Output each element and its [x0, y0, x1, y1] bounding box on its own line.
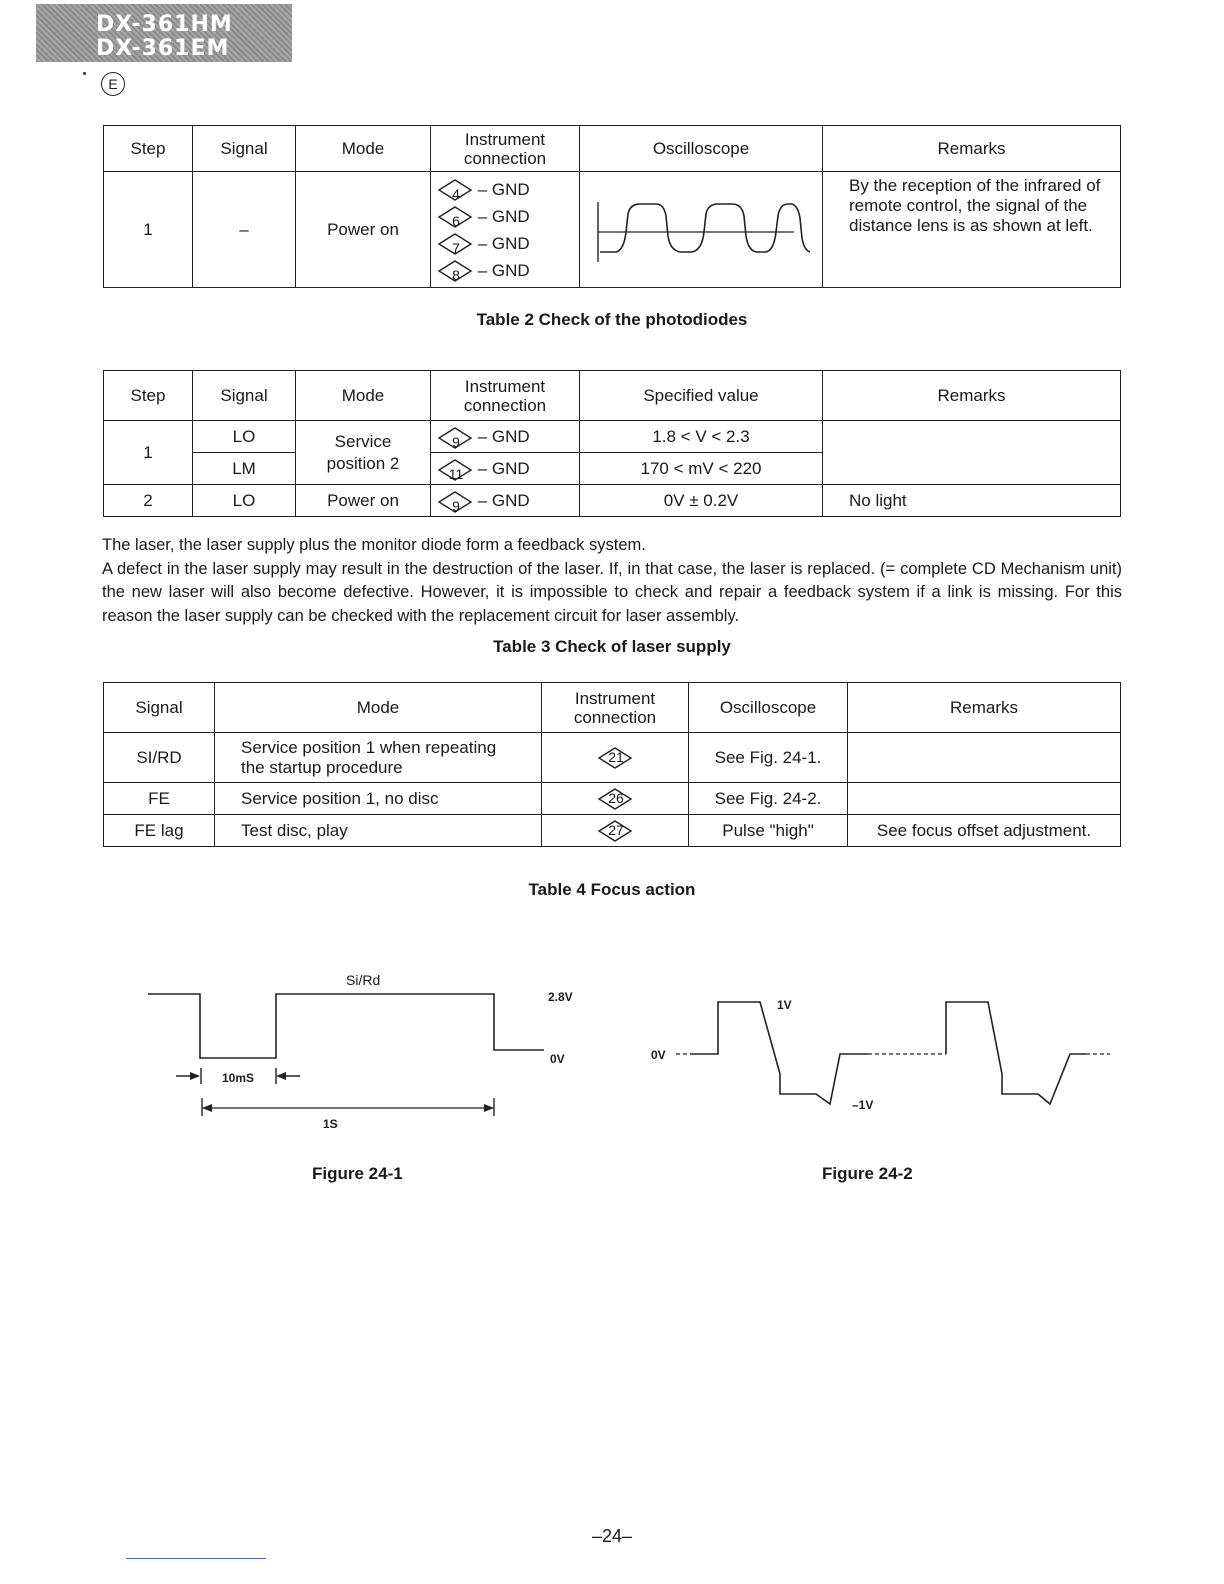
model-header-box	[36, 4, 292, 62]
col-header-oscilloscope: Oscilloscope	[580, 126, 823, 172]
body-line-2: A defect in the laser supply may result in the destruction of the laser. If, in that case, the laser is replaced. (= complete CD Mechanism unit) the new laser will also become defective. However, it is impossible to check and repair a feedback system if a link is missing. For this reason the laser supply can be checked with the replacement circuit for laser assembly.	[102, 559, 1122, 625]
connection-label: – GND	[477, 260, 530, 280]
cell-mode: Service position 2	[296, 421, 431, 485]
pin-diamond-icon: 11	[437, 458, 473, 482]
cell-connection	[542, 815, 689, 847]
cell-connections	[431, 172, 580, 288]
cell-oscilloscope: See Fig. 24-2.	[689, 783, 848, 815]
connection-label: – GND	[477, 233, 530, 253]
cell-remarks: By the reception of the infrared of remote control, the signal of the distance lens is as shown at left.	[823, 172, 1121, 288]
connection-row	[431, 257, 579, 284]
connection-label: – GND	[477, 206, 530, 226]
region-mark: E	[101, 72, 125, 96]
cell-specified-value: 170 < mV < 220	[580, 453, 823, 485]
figure-2-neg-label: –1V	[852, 1098, 874, 1112]
pin-diamond-icon: 26	[597, 787, 633, 811]
cell-remarks: See focus offset adjustment.	[848, 815, 1121, 847]
figure-1-period-label: 1S	[323, 1117, 338, 1131]
connection-label: – GND	[477, 427, 530, 446]
col-header-mode: Mode	[215, 683, 542, 733]
cell-mode: Service position 1, no disc	[215, 783, 542, 815]
page-number: –24–	[591, 1526, 633, 1546]
cell-connection	[431, 485, 580, 517]
cell-connection	[542, 783, 689, 815]
pin-diamond-icon: 6	[437, 205, 473, 229]
table-2	[103, 125, 1121, 288]
col-header-mode: Mode	[296, 126, 431, 172]
cell-step: 2	[104, 485, 193, 517]
cell-mode: Service position 1 when repeating the startup procedure	[215, 733, 542, 783]
figure-2-zero-label: 0V	[651, 1048, 666, 1062]
body-text	[102, 534, 1122, 628]
pin-diamond-icon: 9	[437, 490, 473, 514]
pin-diamond-icon: 21	[597, 746, 633, 770]
table-header-row	[104, 126, 1121, 172]
cell-oscilloscope: Pulse "high"	[689, 815, 848, 847]
pin-diamond-icon: 7	[437, 232, 473, 256]
col-header-remarks: Remarks	[848, 683, 1121, 733]
connection-label: – GND	[477, 459, 530, 478]
figure-1-pulse-label: 10mS	[222, 1071, 255, 1085]
figure-1-signal-label: Si/Rd	[346, 972, 381, 988]
waveform-diagram	[584, 172, 818, 282]
connection-label: – GND	[477, 491, 530, 510]
table-row	[104, 733, 1121, 783]
col-header-instrument: Instrument connection	[542, 683, 689, 733]
table-header-row	[104, 371, 1121, 421]
col-header-mode: Mode	[296, 371, 431, 421]
cell-signal: LO	[193, 421, 296, 453]
figure-24-1-waveform	[140, 980, 580, 1140]
cell-signal: FE lag	[104, 815, 215, 847]
col-header-instrument: Instrument connection	[431, 126, 580, 172]
connection-row	[431, 455, 579, 482]
table-row	[104, 815, 1121, 847]
table-4	[103, 682, 1121, 847]
connection-row	[431, 203, 579, 230]
col-header-oscilloscope: Oscilloscope	[689, 683, 848, 733]
body-line-1: The laser, the laser supply plus the monitor diode form a feedback system.	[102, 536, 646, 554]
figure-1-low-label: 0V	[550, 1052, 565, 1066]
cell-connection	[542, 733, 689, 783]
connection-row	[431, 230, 579, 257]
connection-row	[431, 176, 579, 203]
model-name-2: DX-361EM	[96, 36, 230, 61]
cell-specified-value: 0V ± 0.2V	[580, 485, 823, 517]
col-header-signal: Signal	[193, 126, 296, 172]
cell-connection	[431, 421, 580, 453]
pin-diamond-icon: 4	[437, 178, 473, 202]
table-3-caption: Table 3 Check of laser supply	[493, 637, 731, 656]
model-name-1: DX-361HM	[96, 12, 233, 37]
table-row	[104, 783, 1121, 815]
col-header-signal: Signal	[193, 371, 296, 421]
cell-mode: Power on	[296, 172, 431, 288]
cell-signal: SI/RD	[104, 733, 215, 783]
figure-2-pos-label: 1V	[777, 998, 792, 1012]
cell-step: 1	[104, 421, 193, 485]
cell-remarks	[848, 783, 1121, 815]
cell-oscilloscope	[580, 172, 823, 288]
cell-remarks	[823, 421, 1121, 485]
table-3	[103, 370, 1121, 517]
cell-remarks	[848, 733, 1121, 783]
figure-24-2-waveform	[640, 990, 1120, 1120]
cell-specified-value: 1.8 < V < 2.3	[580, 421, 823, 453]
col-header-remarks: Remarks	[823, 126, 1121, 172]
cell-connection	[431, 453, 580, 485]
cell-mode: Power on	[296, 485, 431, 517]
cell-signal: LO	[193, 485, 296, 517]
pin-diamond-icon: 8	[437, 259, 473, 283]
col-header-step: Step	[104, 371, 193, 421]
connection-row	[431, 423, 579, 450]
dot-mark	[83, 72, 86, 75]
table-4-caption: Table 4 Focus action	[528, 880, 696, 899]
cell-signal: LM	[193, 453, 296, 485]
col-header-instrument: Instrument connection	[431, 371, 580, 421]
pin-diamond-icon: 9	[437, 426, 473, 450]
connection-label: – GND	[477, 179, 530, 199]
figure-1-caption: Figure 24-1	[312, 1164, 403, 1183]
table-row	[104, 421, 1121, 453]
table-row	[104, 485, 1121, 517]
figure-1-high-label: 2.8V	[548, 990, 573, 1004]
figure-2-caption: Figure 24-2	[822, 1164, 913, 1183]
col-header-signal: Signal	[104, 683, 215, 733]
cell-step: 1	[104, 172, 193, 288]
pin-diamond-icon: 27	[597, 819, 633, 843]
table-header-row	[104, 683, 1121, 733]
cell-oscilloscope: See Fig. 24-1.	[689, 733, 848, 783]
cell-signal: FE	[104, 783, 215, 815]
cell-signal: –	[193, 172, 296, 288]
connection-row	[431, 487, 579, 514]
table-2-caption: Table 2 Check of the photodiodes	[476, 310, 748, 329]
footer-rule	[126, 1558, 266, 1559]
table-row	[104, 172, 1121, 288]
col-header-step: Step	[104, 126, 193, 172]
cell-remarks: No light	[823, 485, 1121, 517]
cell-mode: Test disc, play	[215, 815, 542, 847]
col-header-remarks: Remarks	[823, 371, 1121, 421]
col-header-specified-value: Specified value	[580, 371, 823, 421]
